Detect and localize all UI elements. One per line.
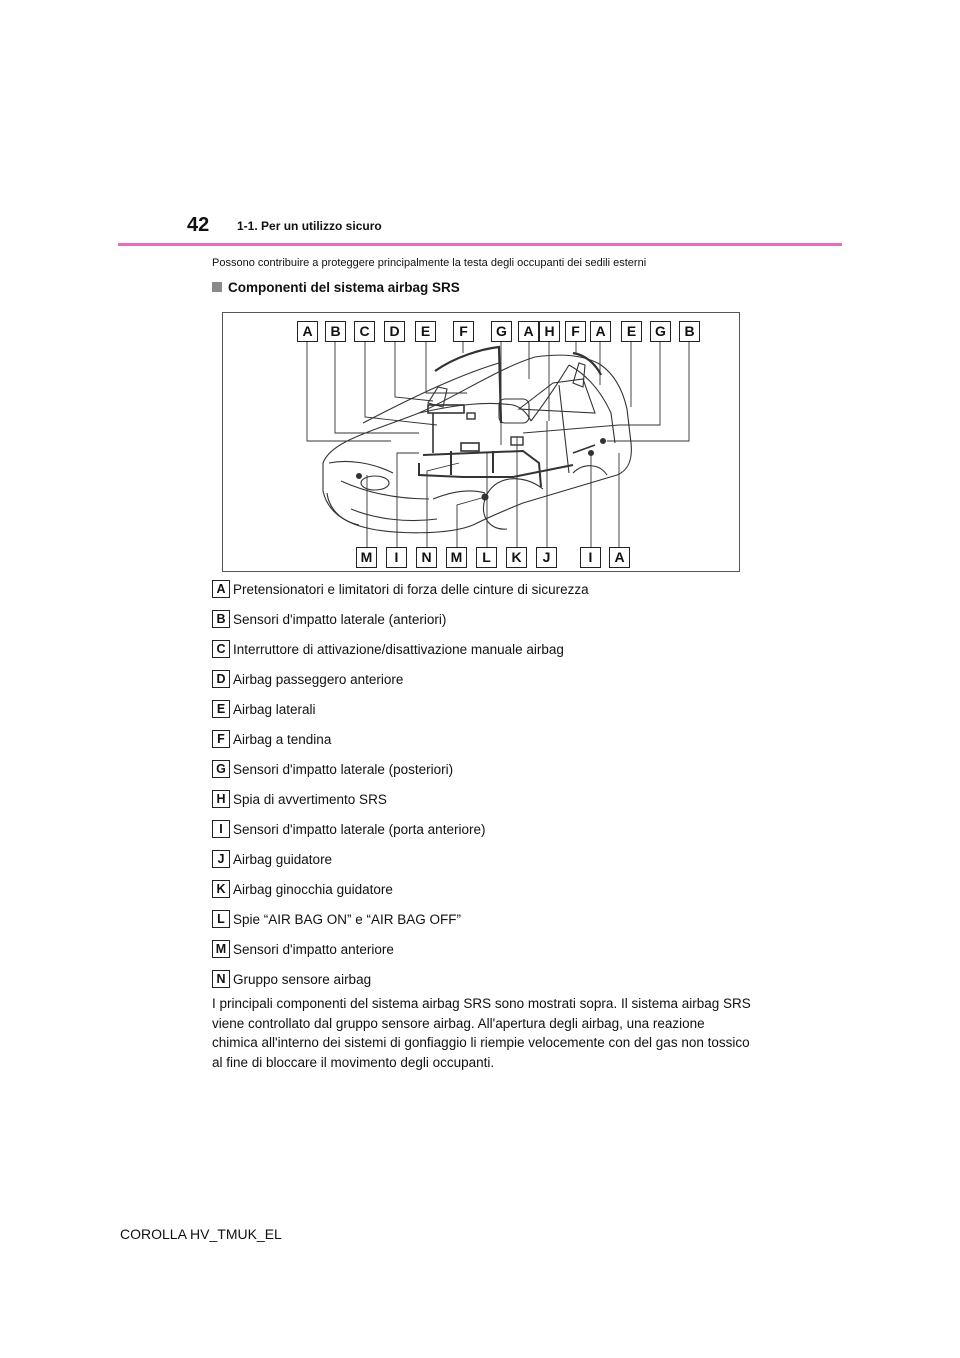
legend-text: Sensori d'impatto laterale (porta anteriore) — [233, 822, 486, 837]
diagram-label-top: A — [590, 321, 611, 342]
legend-text: Airbag passeggero anteriore — [233, 672, 404, 687]
legend-text: Sensori d'impatto anteriore — [233, 942, 394, 957]
legend-key: B — [212, 610, 230, 628]
diagram-label-bottom: K — [506, 547, 527, 568]
diagram-label-bottom: I — [386, 547, 407, 568]
legend-text: Airbag ginocchia guidatore — [233, 882, 393, 897]
diagram-label-bottom: I — [580, 547, 601, 568]
legend-text: Spie “AIR BAG ON” e “AIR BAG OFF” — [233, 912, 462, 927]
diagram-label-top: F — [453, 321, 474, 342]
diagram-label-top: A — [297, 321, 318, 342]
legend-key: J — [212, 850, 230, 868]
diagram-label-bottom: A — [609, 547, 630, 568]
intro-text: Possono contribuire a proteggere principalmente la testa degli occupanti dei sedili esterni — [212, 257, 647, 269]
legend-text: Airbag a tendina — [233, 732, 332, 747]
legend-text: Interruttore di attivazione/disattivazione manuale airbag — [233, 642, 564, 657]
legend-key: H — [212, 790, 230, 808]
description-paragraph: I principali componenti del sistema airbag SRS sono mostrati sopra. Il sistema airbag SRS viene controllato dal gruppo sensore airbag. All'apertura degli airbag, una reazione chimica all'interno dei sistemi di gonfiaggio li riempie velocemente con del gas non tossico al fine di bloccare il movimento degli occupanti. — [212, 996, 751, 1070]
diagram-label-top: D — [384, 321, 405, 342]
diagram-label-top: B — [325, 321, 346, 342]
legend-key: I — [212, 820, 230, 838]
diagram-label-top: H — [539, 321, 560, 342]
diagram-label-top: C — [354, 321, 375, 342]
diagram-label-top: G — [650, 321, 671, 342]
diagram-label-bottom: M — [446, 547, 467, 568]
legend-key: N — [212, 970, 230, 988]
page-number: 42 — [187, 214, 210, 236]
legend-key: K — [212, 880, 230, 898]
legend-text: Sensori d'impatto laterale (posteriori) — [233, 762, 454, 777]
legend-key: A — [212, 580, 230, 598]
footer-model-code: COROLLA HV_TMUK_EL — [120, 1226, 282, 1242]
legend-text: Airbag guidatore — [233, 852, 333, 867]
diagram-label-top: A — [518, 321, 539, 342]
diagram-label-top: E — [415, 321, 436, 342]
car-illustration — [223, 313, 741, 573]
diagram-label-top: G — [491, 321, 512, 342]
legend-key: D — [212, 670, 230, 688]
airbag-components-diagram — [222, 312, 740, 572]
header-rule — [118, 243, 842, 246]
legend-key: M — [212, 940, 230, 958]
legend-text: Gruppo sensore airbag — [233, 972, 372, 987]
legend-key: L — [212, 910, 230, 928]
diagram-label-bottom: N — [416, 547, 437, 568]
legend-text: Sensori d'impatto laterale (anteriori) — [233, 612, 447, 627]
legend-text: Pretensionatori e limitatori di forza delle cinture di sicurezza — [233, 582, 589, 597]
diagram-label-bottom: M — [356, 547, 377, 568]
section-heading — [212, 280, 460, 295]
diagram-label-top: B — [679, 321, 700, 342]
diagram-label-bottom: J — [536, 547, 557, 568]
legend-key: G — [212, 760, 230, 778]
legend-key: F — [212, 730, 230, 748]
legend-key: C — [212, 640, 230, 658]
diagram-label-top: F — [565, 321, 586, 342]
legend-text: Airbag laterali — [233, 702, 316, 717]
section-title: Componenti del sistema airbag SRS — [228, 280, 460, 295]
legend-key: E — [212, 700, 230, 718]
section-marker-icon — [212, 282, 222, 292]
legend-text: Spia di avvertimento SRS — [233, 792, 387, 807]
diagram-label-bottom: L — [476, 547, 497, 568]
diagram-label-top: E — [621, 321, 642, 342]
chapter-title: 1-1. Per un utilizzo sicuro — [237, 219, 382, 233]
